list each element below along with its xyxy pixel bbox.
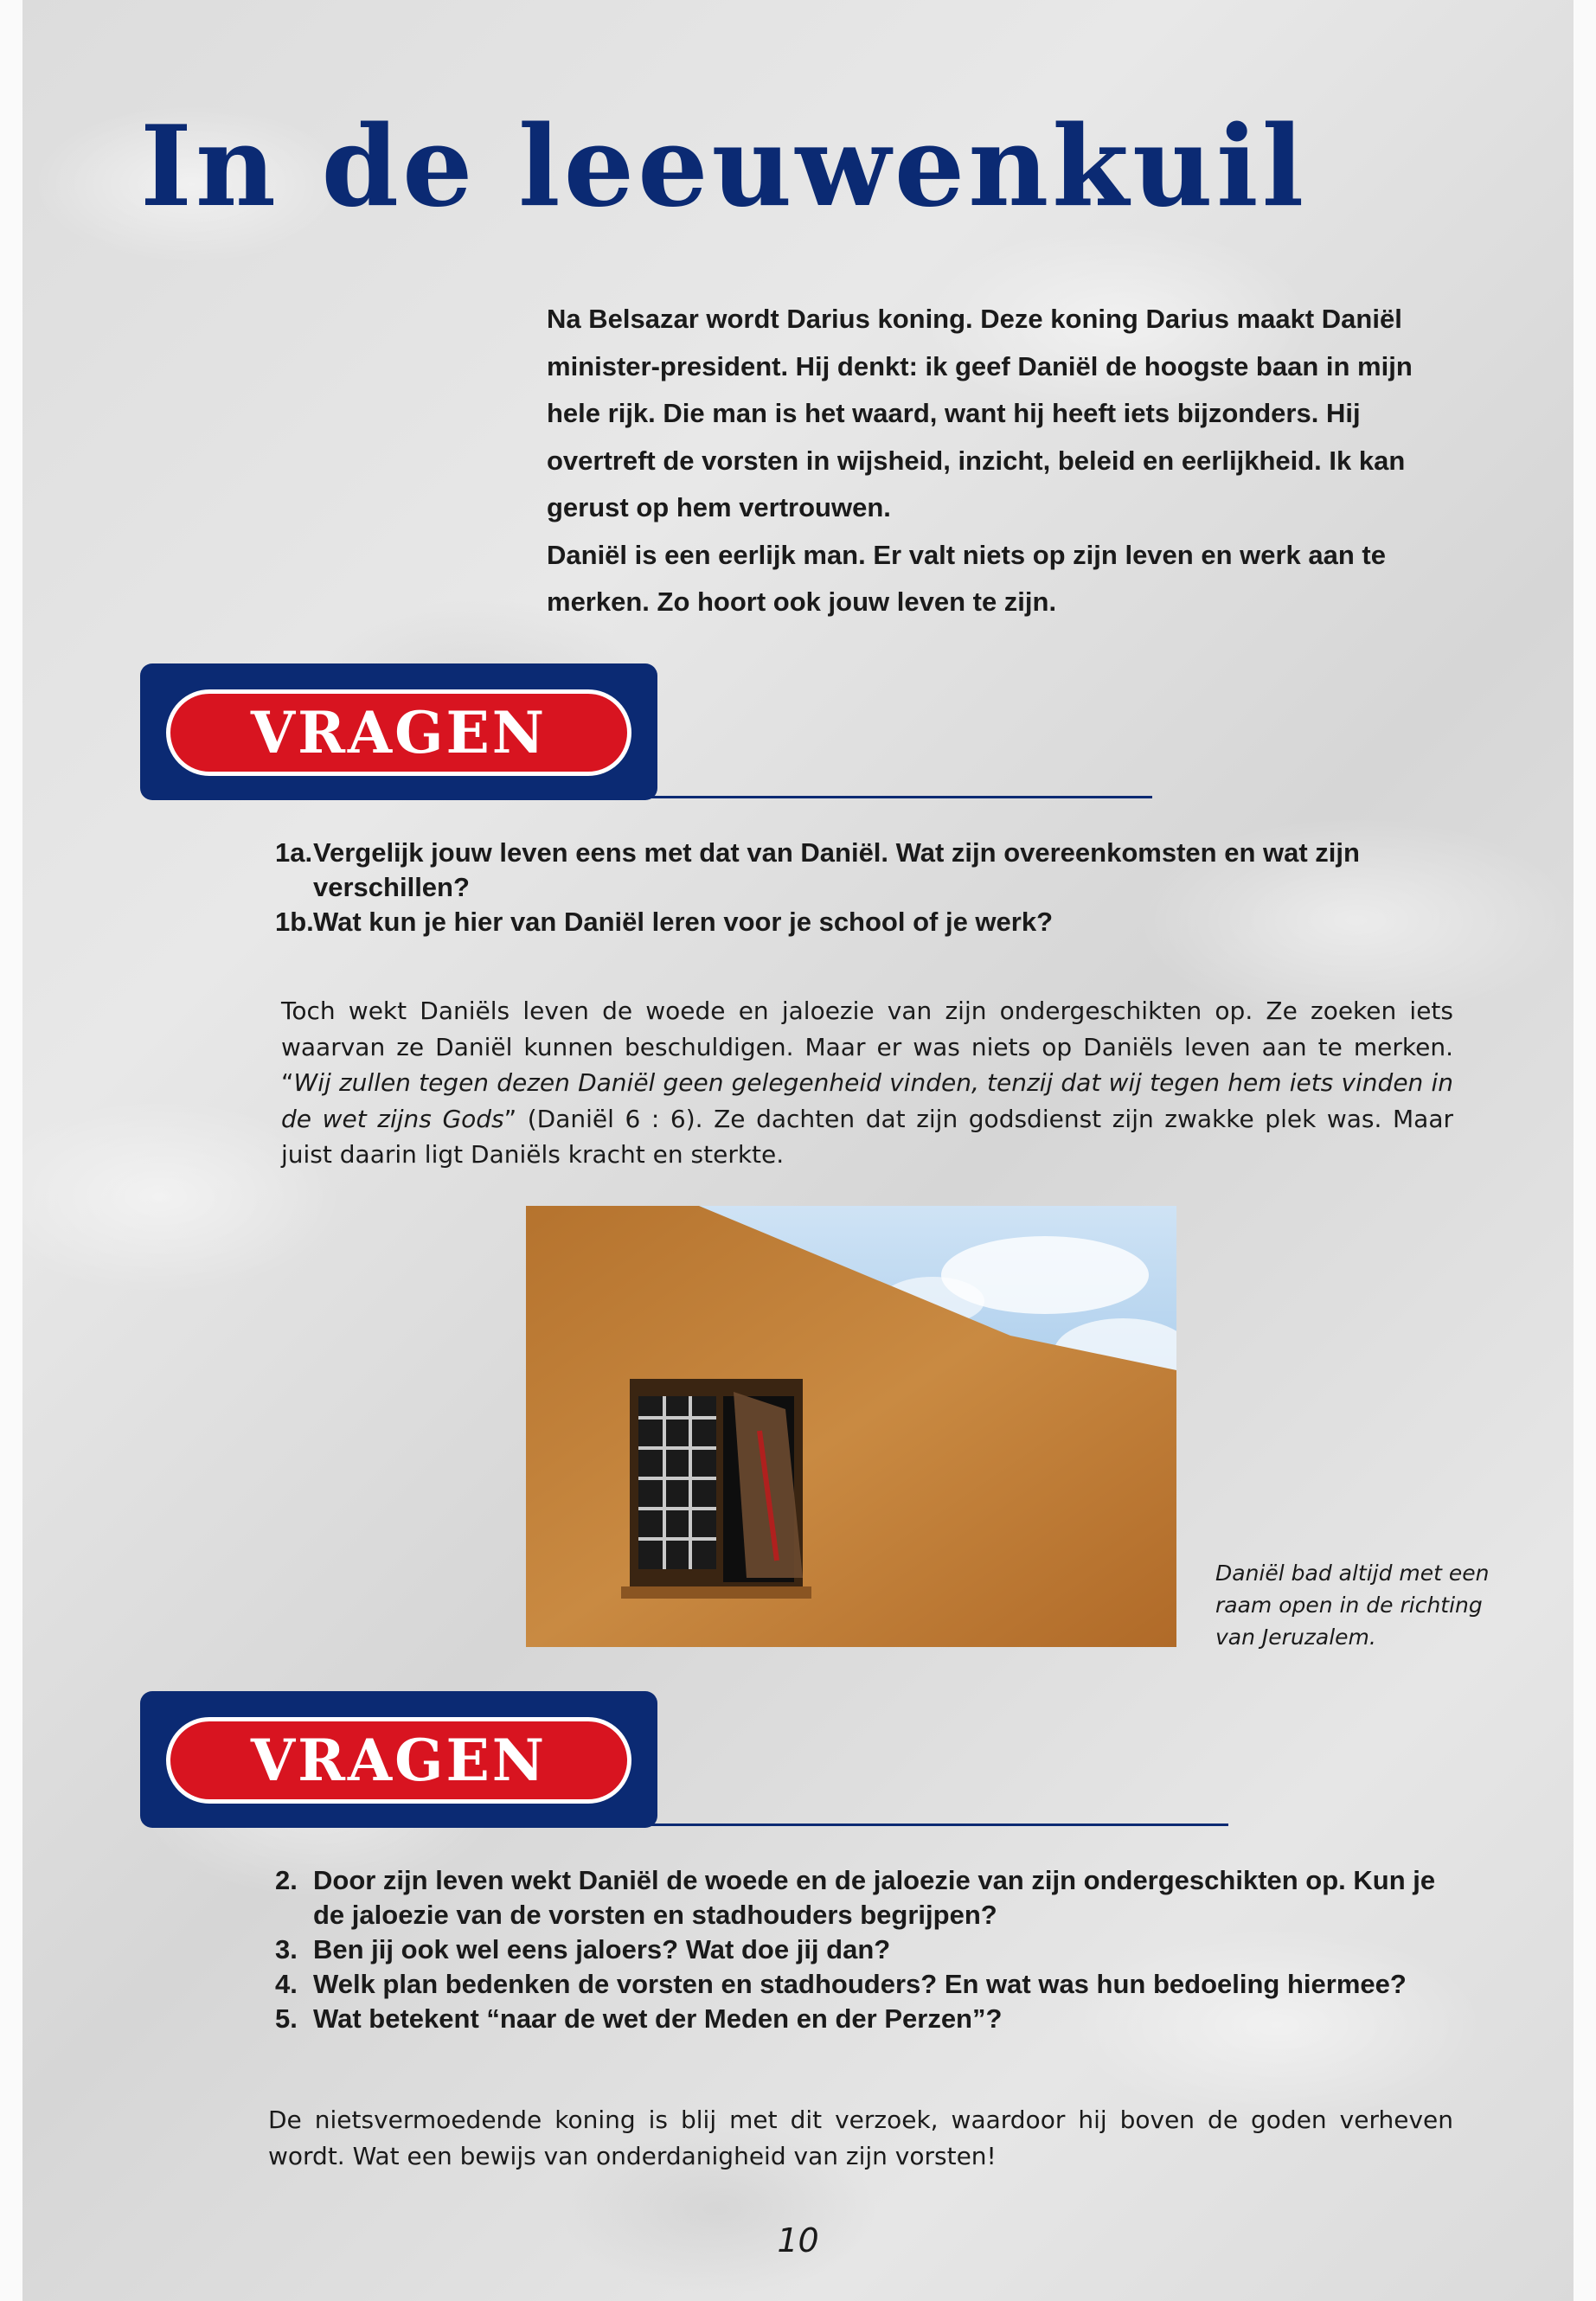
section-rule-2 bbox=[640, 1823, 1228, 1826]
intro-paragraph-1: Na Belsazar wordt Darius koning. Deze koning Darius maakt Daniël minister-president. Hij denkt: ik geef Daniël de hoogste baan in mijn hele rijk. Die man is het waard, want hij heeft iets bijzonders. Hij overtreft de vorsten in wijsheid, inzicht, beleid en eerlijkheid. Ik kan gerust op hem vertrouwen. bbox=[547, 304, 1413, 522]
question-number: 1a. bbox=[275, 837, 313, 868]
vragen-label: VRAGEN bbox=[250, 699, 548, 766]
question-number: 5. bbox=[275, 2003, 298, 2034]
question-number: 1b. bbox=[275, 907, 314, 937]
question-number: 2. bbox=[275, 1865, 298, 1895]
question-item bbox=[275, 1932, 1469, 1967]
questions-list-1 bbox=[275, 836, 1469, 939]
question-text: Vergelijk jouw leven eens met dat van Daniël. Wat zijn overeenkomsten en wat zijn verschillen? bbox=[313, 837, 1360, 902]
photo-illustration bbox=[526, 1206, 1176, 1647]
page-margin-right bbox=[1574, 0, 1596, 2301]
vragen-label: VRAGEN bbox=[250, 1727, 548, 1794]
wall-window-photo bbox=[526, 1206, 1176, 1647]
question-text: Wat kun je hier van Daniël leren voor je school of je werk? bbox=[313, 907, 1054, 937]
vragen-pill bbox=[166, 1717, 631, 1804]
question-number: 4. bbox=[275, 1969, 298, 1999]
question-item bbox=[275, 905, 1469, 939]
question-number: 3. bbox=[275, 1934, 298, 1965]
page-number: 10 bbox=[777, 2221, 819, 2259]
intro-text bbox=[547, 296, 1420, 626]
question-item bbox=[275, 1967, 1469, 2002]
paragraph-text: Toch wekt Daniëls leven de woede en jaloezie van zijn ondergeschikten op. Ze zoeken iets waarvan ze Daniël kunnen beschuldigen. Maar er was niets op Daniëls leven aan te merken. “ bbox=[281, 997, 1453, 1097]
page-title: In de leeuwenkuil bbox=[140, 102, 1308, 232]
question-item bbox=[275, 2002, 1469, 2036]
page-margin-left bbox=[0, 0, 22, 2301]
question-text: Wat betekent “naar de wet der Meden en der Perzen”? bbox=[313, 2003, 1003, 2034]
question-text: Welk plan bedenken de vorsten en stadhouders? En wat was hun bedoeling hiermee? bbox=[313, 1969, 1407, 1999]
question-text: Ben jij ook wel eens jaloers? Wat doe jij dan? bbox=[313, 1934, 891, 1965]
question-text: Door zijn leven wekt Daniël de woede en de jaloezie van zijn ondergeschikten op. Kun je de jaloezie van de vorsten en stadhouders begrijpen? bbox=[313, 1865, 1436, 1930]
body-paragraph-middle bbox=[281, 993, 1453, 1173]
photo-caption: Daniël bad altijd met een raam open in de richting van Jeruzalem. bbox=[1215, 1561, 1490, 1650]
vragen-pill bbox=[166, 689, 631, 776]
section-rule-1 bbox=[640, 796, 1152, 798]
body-paragraph-end: De nietsvermoedende koning is blij met dit verzoek, waardoor hij boven de goden verheven wordt. Wat een bewijs van onderdanigheid van zijn vorsten! bbox=[268, 2106, 1453, 2170]
vragen-banner-2 bbox=[140, 1691, 657, 1828]
intro-paragraph-2: Daniël is een eerlijk man. Er valt niets op zijn leven en werk aan te merken. Zo hoort ook jouw leven te zijn. bbox=[547, 539, 1386, 617]
vragen-banner-1 bbox=[140, 663, 657, 800]
questions-list-2 bbox=[275, 1863, 1469, 2036]
bible-quote: Wij zullen tegen dezen Daniël geen gelegenheid vinden, tenzij dat wij tegen hem iets vinden in de wet zijns Gods bbox=[281, 1068, 1453, 1133]
question-item bbox=[275, 836, 1469, 905]
question-item bbox=[275, 1863, 1469, 1932]
paragraph-text: ” (Daniël 6 : 6). Ze dachten dat zijn godsdienst zijn zwakke plek was. Maar juist daarin ligt Daniëls kracht en sterkte. bbox=[281, 1104, 1453, 1169]
